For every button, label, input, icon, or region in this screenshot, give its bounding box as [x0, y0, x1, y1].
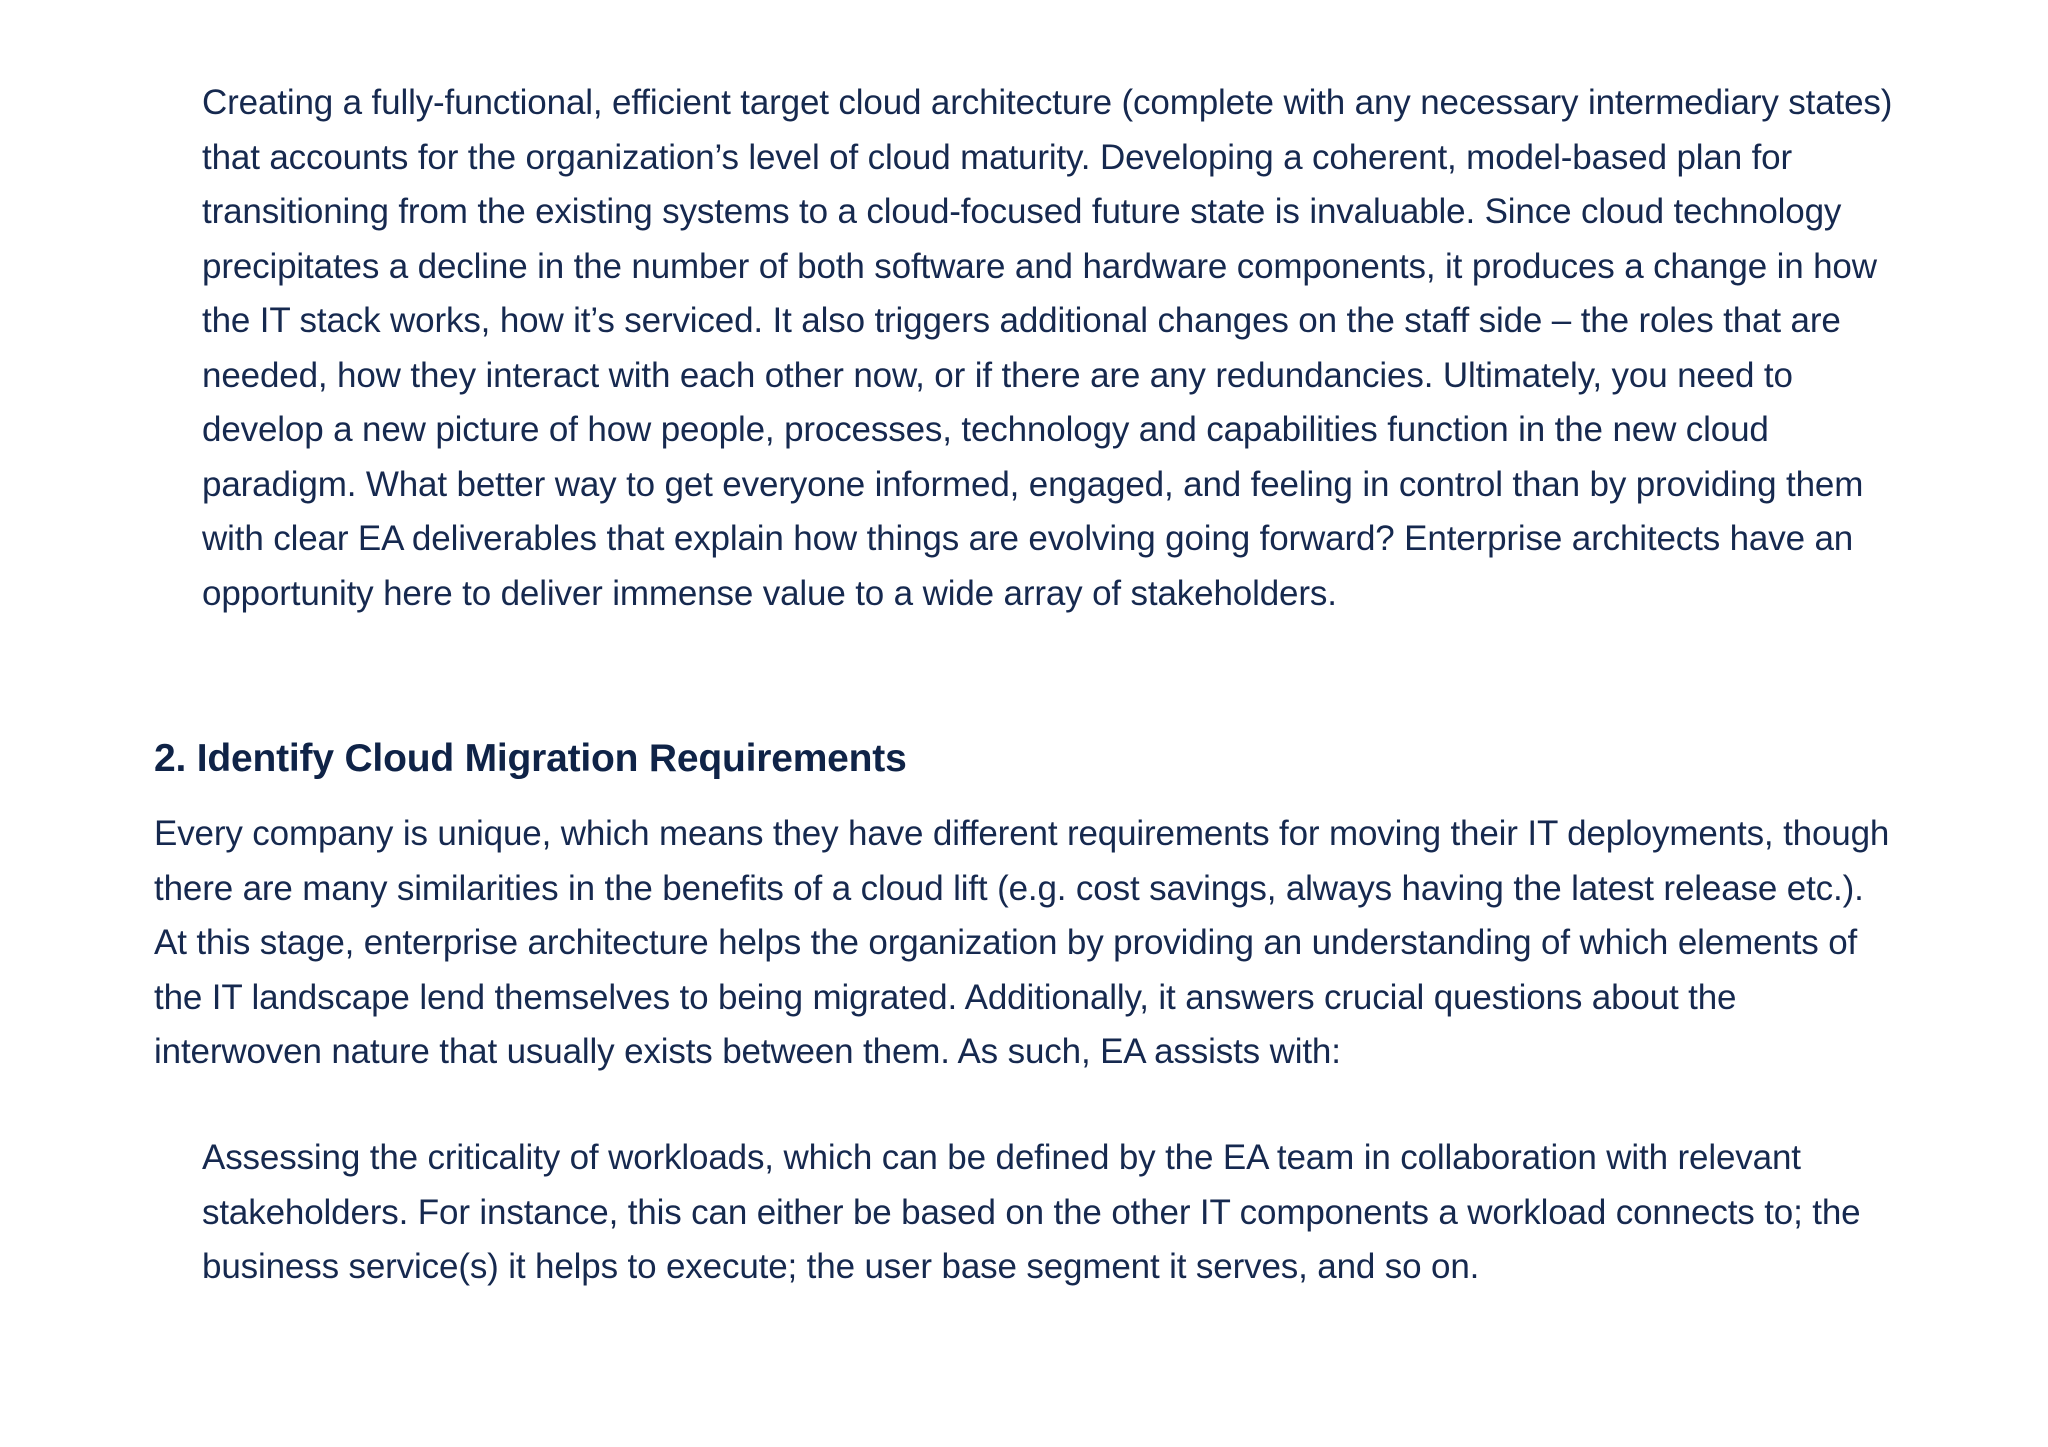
section-heading: 2. Identify Cloud Migration Requirements [154, 737, 907, 780]
paragraph-target-architecture: Creating a fully-functional, efficient target cloud architecture (complete with any necessary intermediary states) that accounts for the organization’s level of cloud maturity. Developing a coherent, model-based plan for transitioning from the existing systems to a cloud-focused future state is invaluable. Since cloud technology precipitates a decline in the number of both software and hardware components, it produces a change in how the IT stack works, how it’s serviced. It also triggers additional changes on the staff side – the roles that are needed, how they interact with each other now, or if there are any redundancies. Ultimately, you need to develop a new picture of how people, processes, technology and capabilities function in the new cloud paradigm. What better way to get everyone informed, engaged, and feeling in control than by providing them with clear EA deliverables that explain how things are evolving going forward? Enterprise architects have an opportunity here to deliver immense value to a wide array of stakeholders. [202, 83, 1893, 613]
paragraph-requirements-body: Every company is unique, which means they have different requirements for moving their IT deployments, though there are many similarities in the benefits of a cloud lift (e.g. cost savings, always having the latest release etc.). At this stage, enterprise architecture helps the organization by providing an understanding of which elements of the IT landscape lend themselves to being migrated. Additionally, it answers crucial questions about the interwoven nature that usually exists between them. As such, EA assists with: [154, 814, 1890, 1071]
paragraph-workload-criticality: Assessing the criticality of workloads, which can be defined by the EA team in collaboration with relevant stakeholders. For instance, this can either be based on the other IT components a workload connects to; the business service(s) it helps to execute; the user base segment it serves, and so on. [202, 1138, 1861, 1286]
